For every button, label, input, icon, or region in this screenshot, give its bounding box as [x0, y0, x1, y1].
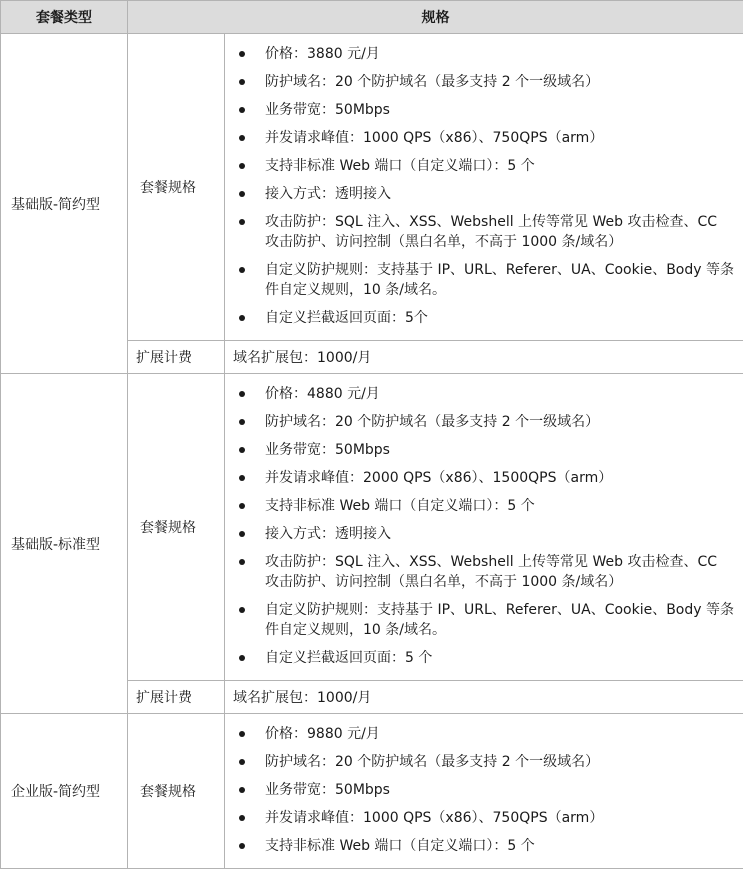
header-plan-type: 套餐类型	[1, 1, 128, 34]
list-item	[233, 524, 735, 544]
bullet-icon	[239, 843, 245, 849]
spec-list-cell	[225, 374, 743, 681]
list-item-text: 防护域名：20 个防护域名（最多支持 2 个一级域名）	[265, 74, 599, 90]
list-item	[233, 72, 735, 92]
list-item	[233, 496, 735, 516]
list-item-text: 业务带宽：50Mbps	[265, 442, 390, 458]
bullet-icon	[239, 731, 245, 737]
list-item	[233, 552, 735, 592]
list-item-text: 自定义防护规则：支持基于 IP、URL、Referer、UA、Cookie、Body 等条件自定义规则，10 条/域名。	[265, 262, 734, 298]
plan-row-basic-standard	[1, 374, 743, 681]
bullet-icon	[239, 135, 245, 141]
spec-label-cell: 套餐规格	[128, 34, 225, 341]
list-item-text: 自定义拦截返回页面：5个	[265, 310, 428, 326]
list-item-text: 业务带宽：50Mbps	[265, 102, 390, 118]
spec-list-cell	[225, 714, 743, 869]
spec-list	[233, 384, 735, 668]
list-item-text: 接入方式：透明接入	[265, 526, 391, 542]
list-item-text: 防护域名：20 个防护域名（最多支持 2 个一级域名）	[265, 754, 599, 770]
list-item	[233, 780, 735, 800]
list-item-text: 并发请求峰值：2000 QPS（x86）、1500QPS（arm）	[265, 470, 612, 486]
bullet-icon	[239, 79, 245, 85]
spec-label-cell: 套餐规格	[128, 714, 225, 869]
bullet-icon	[239, 759, 245, 765]
bullet-icon	[239, 267, 245, 273]
list-item-text: 价格：3880 元/月	[265, 46, 380, 62]
list-item-text: 支持非标准 Web 端口（自定义端口）：5 个	[265, 838, 535, 854]
bullet-icon	[239, 475, 245, 481]
ext-value-cell: 域名扩展包：1000/月	[225, 341, 743, 374]
list-item-text: 业务带宽：50Mbps	[265, 782, 390, 798]
list-item	[233, 100, 735, 120]
bullet-icon	[239, 787, 245, 793]
list-item-text: 防护域名：20 个防护域名（最多支持 2 个一级域名）	[265, 414, 599, 430]
spec-label-cell: 套餐规格	[128, 374, 225, 681]
list-item	[233, 212, 735, 252]
bullet-icon	[239, 315, 245, 321]
list-item	[233, 412, 735, 432]
bullet-icon	[239, 219, 245, 225]
list-item-text: 攻击防护：SQL 注入、XSS、Webshell 上传等常见 Web 攻击检查、CC 攻击防护、访问控制（黑白名单，不高于 1000 条/域名）	[265, 214, 717, 250]
ext-value-cell: 域名扩展包：1000/月	[225, 681, 743, 714]
list-item	[233, 260, 735, 300]
list-item-text: 价格：4880 元/月	[265, 386, 380, 402]
spec-list	[233, 724, 735, 856]
list-item-text: 支持非标准 Web 端口（自定义端口）：5 个	[265, 158, 535, 174]
bullet-icon	[239, 447, 245, 453]
list-item	[233, 44, 735, 64]
bullet-icon	[239, 191, 245, 197]
spec-list-cell	[225, 34, 743, 341]
list-item	[233, 308, 735, 328]
list-item	[233, 648, 735, 668]
list-item	[233, 156, 735, 176]
ext-label-cell: 扩展计费	[128, 681, 225, 714]
bullet-icon	[239, 419, 245, 425]
list-item	[233, 600, 735, 640]
list-item-text: 接入方式：透明接入	[265, 186, 391, 202]
ext-label-cell: 扩展计费	[128, 341, 225, 374]
list-item	[233, 384, 735, 404]
bullet-icon	[239, 503, 245, 509]
bullet-icon	[239, 815, 245, 821]
list-item	[233, 724, 735, 744]
plan-type-cell: 企业版-简约型	[1, 714, 128, 869]
list-item	[233, 440, 735, 460]
list-item	[233, 752, 735, 772]
list-item	[233, 128, 735, 148]
plan-type-cell: 基础版-简约型	[1, 34, 128, 374]
list-item	[233, 808, 735, 828]
plan-row-basic-simple	[1, 34, 743, 341]
header-spec: 规格	[128, 1, 743, 34]
list-item-text: 价格：9880 元/月	[265, 726, 380, 742]
list-item-text: 自定义防护规则：支持基于 IP、URL、Referer、UA、Cookie、Body 等条件自定义规则，10 条/域名。	[265, 602, 734, 638]
bullet-icon	[239, 531, 245, 537]
bullet-icon	[239, 607, 245, 613]
plan-type-cell: 基础版-标准型	[1, 374, 128, 714]
list-item	[233, 836, 735, 856]
header-row	[1, 1, 743, 34]
list-item-text: 并发请求峰值：1000 QPS（x86）、750QPS（arm）	[265, 130, 603, 146]
spec-list	[233, 44, 735, 328]
bullet-icon	[239, 107, 245, 113]
list-item	[233, 468, 735, 488]
bullet-icon	[239, 655, 245, 661]
bullet-icon	[239, 559, 245, 565]
list-item-text: 攻击防护：SQL 注入、XSS、Webshell 上传等常见 Web 攻击检查、CC 攻击防护、访问控制（黑白名单，不高于 1000 条/域名）	[265, 554, 717, 590]
bullet-icon	[239, 391, 245, 397]
list-item-text: 并发请求峰值：1000 QPS（x86）、750QPS（arm）	[265, 810, 603, 826]
bullet-icon	[239, 163, 245, 169]
bullet-icon	[239, 51, 245, 57]
list-item	[233, 184, 735, 204]
list-item-text: 支持非标准 Web 端口（自定义端口）：5 个	[265, 498, 535, 514]
list-item-text: 自定义拦截返回页面：5 个	[265, 650, 432, 666]
plan-row-enterprise-simple	[1, 714, 743, 869]
